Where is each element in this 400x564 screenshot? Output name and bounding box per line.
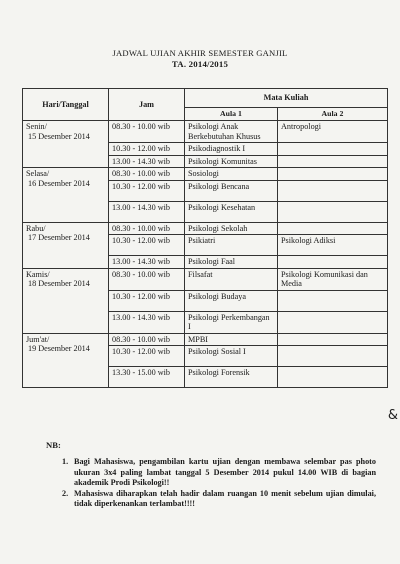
aula-1-cell: Psikologi Sosial I [185,346,278,367]
academic-year: TA. 2014/2015 [171,59,229,69]
aula-2-cell [278,155,388,168]
schedule-row [23,121,388,143]
time-cell: 08.30 - 10.00 wib [109,268,185,290]
aula-1-cell: Psikologi Budaya [185,290,278,311]
time-cell: 10.30 - 12.00 wib [109,235,185,256]
day-name: Jum'at/ [26,334,50,344]
time-cell: 08.30 - 10.00 wib [109,168,185,181]
schedule-row [23,333,388,346]
exam-schedule-table [22,88,388,388]
aula-1-cell: Psikodiagnostik I [185,143,278,156]
aula-2-cell: Antropologi [278,121,388,143]
time-cell: 08.30 - 10.00 wib [109,333,185,346]
notes-label: NB: [46,440,61,450]
time-cell: 10.30 - 12.00 wib [109,346,185,367]
aula-1-cell: Psikologi Bencana [185,180,278,201]
schedule-row [23,268,388,290]
note-number: 1. [62,457,69,467]
note-text: Mahasiswa diharapkan telah hadir dalam ruangan 10 menit sebelum ujian dimulai, tidak diperkenankan terlambat!!!! [74,488,376,509]
aula-2-cell [278,201,388,222]
aula-1-cell: MPBI [185,333,278,346]
document-title: JADWAL UJIAN AKHIR SEMESTER GANJIL [112,48,288,58]
note-number: 2. [62,488,69,498]
time-cell: 10.30 - 12.00 wib [109,290,185,311]
aula-1-cell: Filsafat [185,268,278,290]
day-name: Senin/ [26,122,47,131]
time-cell: 10.30 - 12.00 wib [109,143,185,156]
aula-2-cell: Psikologi Adiksi [278,235,388,256]
day-cell [23,168,109,223]
aula-1-cell: Psikologi Forensik [185,367,278,388]
day-date: 15 Desember 2014 [28,131,90,141]
aula-2-cell [278,168,388,181]
aula-1-cell: Psikiatri [185,235,278,256]
aula-2-cell: Psikologi Komunikasi dan Media [278,268,388,290]
day-name: Rabu/ [26,223,46,233]
time-cell: 13.00 - 14.30 wib [109,311,185,333]
time-cell: 10.30 - 12.00 wib [109,180,185,201]
day-cell [23,268,109,333]
notes-section [46,440,376,509]
day-date: 19 Desember 2014 [28,344,90,353]
day-cell [23,333,109,388]
aula-1-cell: Psikologi Sekolah [185,222,278,235]
aula-1-cell: Psikologi Kesehatan [185,201,278,222]
aula-1-cell: Psikologi Faal [185,256,278,269]
note-text: Bagi Mahasiswa, pengambilan kartu ujian dengan membawa selembar pas photo ukuran 3x4 paling lambat tanggal 5 Desember 2014 pukul 14.00 WIB di bagian akademik Prodi Psikologi!! [74,457,376,488]
time-cell: 08.30 - 10.00 wib [109,121,185,143]
day-name: Selasa/ [26,169,50,178]
time-cell: 13.30 - 15.00 wib [109,367,185,388]
aula-2-cell [278,346,388,367]
day-name: Kamis/ [26,269,50,279]
day-date: 17 Desember 2014 [28,233,90,242]
time-cell: 13.00 - 14.30 wib [109,155,185,168]
header-room-2: Aula 2 [278,108,388,121]
day-cell [23,222,109,268]
time-cell: 13.00 - 14.30 wib [109,201,185,222]
margin-mark: & [387,408,398,423]
aula-2-cell [278,333,388,346]
header-course: Mata Kuliah [185,89,388,108]
aula-2-cell [278,222,388,235]
schedule-row [23,222,388,235]
schedule-row [23,168,388,181]
aula-1-cell: Psikologi Komunitas [185,155,278,168]
aula-2-cell [278,180,388,201]
aula-2-cell [278,256,388,269]
aula-2-cell [278,143,388,156]
time-cell: 08.30 - 10.00 wib [109,222,185,235]
aula-1-cell: Sosiologi [185,168,278,181]
day-date: 18 Desember 2014 [28,279,90,288]
header-room-1: Aula 1 [185,108,278,121]
header-time: Jam [109,89,185,121]
aula-1-cell: Psikologi Anak Berkebutuhan Khusus [185,121,278,143]
aula-2-cell [278,367,388,388]
header-day: Hari/Tanggal [23,89,109,121]
day-date: 16 Desember 2014 [28,178,90,188]
time-cell: 13.00 - 14.30 wib [109,256,185,269]
aula-2-cell [278,311,388,333]
aula-1-cell: Psikologi Perkembangan I [185,311,278,333]
day-cell [23,121,109,168]
note-item [62,457,376,488]
aula-2-cell [278,290,388,311]
note-item [62,489,376,510]
